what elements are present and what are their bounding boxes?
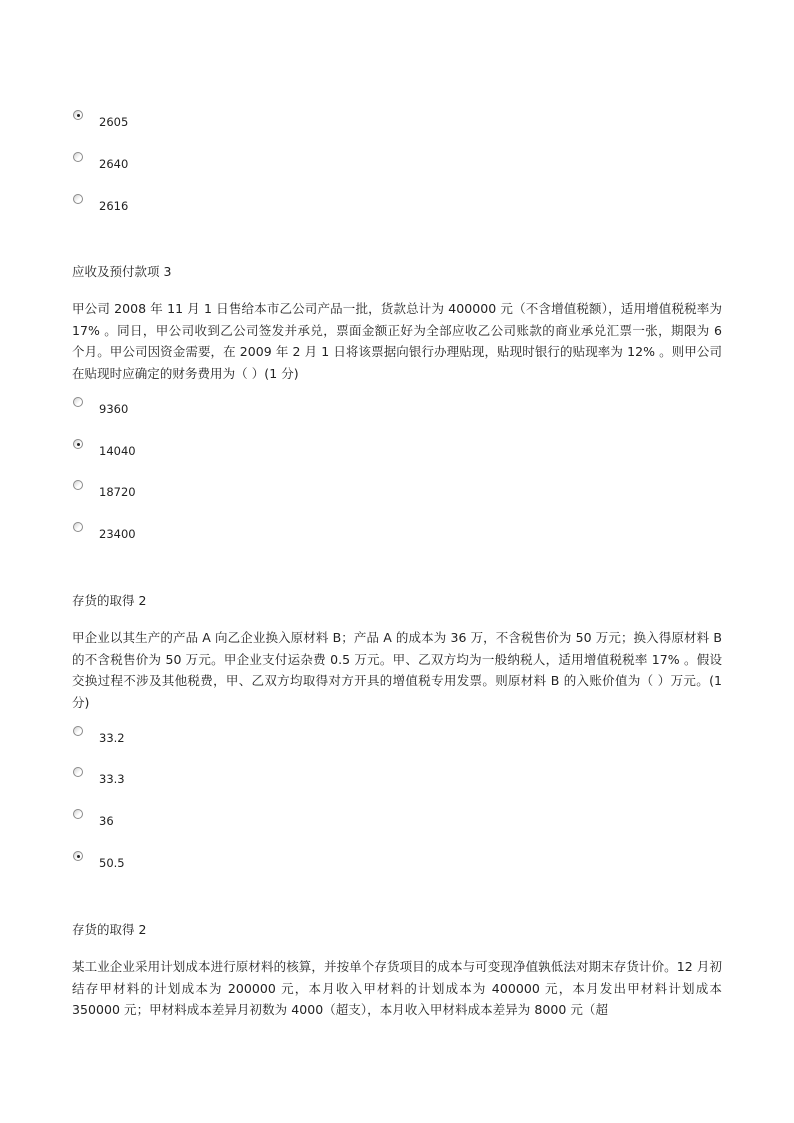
section-title: 存货的取得 2 (72, 922, 147, 937)
option-label: 2640 (99, 157, 129, 171)
radio-button[interactable] (73, 480, 83, 490)
option-label: 2616 (99, 199, 129, 213)
option-label: 36 (99, 814, 114, 828)
question-text: 甲企业以其生产的产品 A 向乙企业换入原材料 B；产品 A 的成本为 36 万，不含税售价为 50 万元；换入得原材料 B 的不含税售价为 50 万元。甲企业支付运杂费 0.5 万元。甲、乙双方均为一般纳税人，适用增值税税率 17% 。假设交换过程不涉及其他税费，甲、乙双方均取得对方开具的增值税专用发票。则原材料 B 的入账价值为（ ）万元。(1 分) (72, 630, 722, 710)
option-label: 50.5 (99, 856, 125, 870)
option-label: 33.3 (99, 772, 125, 786)
option-label: 33.2 (99, 731, 125, 745)
radio-button[interactable] (73, 851, 83, 861)
option-label: 18720 (99, 485, 136, 499)
radio-button[interactable] (73, 397, 83, 407)
option-label: 2605 (99, 115, 129, 129)
radio-button[interactable] (73, 809, 83, 819)
option-label: 9360 (99, 402, 129, 416)
section-title: 应收及预付款项 3 (72, 264, 172, 279)
radio-button[interactable] (73, 194, 83, 204)
section-title: 存货的取得 2 (72, 593, 147, 608)
radio-button[interactable] (73, 726, 83, 736)
radio-button[interactable] (73, 110, 83, 120)
question-text: 甲公司 2008 年 11 月 1 日售给本市乙公司产品一批，货款总计为 400000 元（不含增值税额），适用增值税税率为 17% 。同日，甲公司收到乙公司签发并承兑，票面金额正好为全部应收乙公司账款的商业承兑汇票一张，期限为 6 个月。甲公司因资金需要，在 2009 年 2 月 1 日将该票据向银行办理贴现，贴现时银行的贴现率为 12% 。则甲公司在贴现时应确定的财务费用为（ ）(1 分) (72, 301, 722, 381)
radio-button[interactable] (73, 522, 83, 532)
option-label: 23400 (99, 527, 136, 541)
radio-button[interactable] (73, 439, 83, 449)
radio-button[interactable] (73, 767, 83, 777)
radio-button[interactable] (73, 152, 83, 162)
option-label: 14040 (99, 444, 136, 458)
question-text: 某工业企业采用计划成本进行原材料的核算，并按单个存货项目的成本与可变现净值孰低法对期末存货计价。12 月初结存甲材料的计划成本为 200000 元，本月收入甲材料的计划成本为 400000 元，本月发出甲材料计划成本 350000 元；甲材料成本差异月初数为 4000（超支），本月收入甲材料成本差异为 8000 元（超 (72, 959, 722, 1017)
